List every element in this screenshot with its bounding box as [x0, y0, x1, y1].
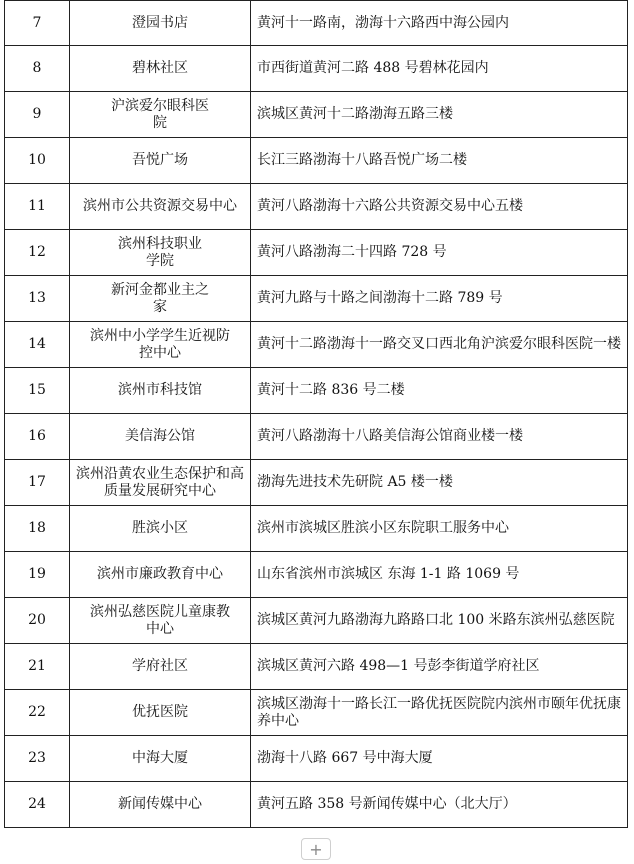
table-row — [5, 1, 628, 46]
table-row — [5, 736, 628, 782]
plus-icon: + — [309, 839, 323, 859]
row-number: 13 — [5, 276, 70, 322]
row-number: 16 — [5, 414, 70, 460]
site-name: 中海大厦 — [70, 736, 251, 782]
row-number: 23 — [5, 736, 70, 782]
row-number: 15 — [5, 368, 70, 414]
site-address: 山东省滨州市滨城区 东海 1-1 路 1069 号 — [251, 552, 628, 598]
site-address: 市西街道黄河二路 488 号碧林花园内 — [251, 46, 628, 92]
table-row — [5, 322, 628, 368]
row-number: 21 — [5, 644, 70, 690]
site-address: 黄河十一路南，渤海十六路西中海公园内 — [251, 1, 628, 46]
site-name: 滨州市廉政教育中心 — [70, 552, 251, 598]
site-name: 滨州中小学学生近视防控中心 — [70, 322, 251, 368]
row-number: 18 — [5, 506, 70, 552]
site-address: 滨城区黄河十二路渤海五路三楼 — [251, 92, 628, 138]
site-address: 黄河九路与十路之间渤海十二路 789 号 — [251, 276, 628, 322]
site-address: 黄河十二路渤海十一路交叉口西北角沪滨爱尔眼科医院一楼 — [251, 322, 628, 368]
site-name: 滨州市科技馆 — [70, 368, 251, 414]
row-number: 9 — [5, 92, 70, 138]
row-number: 11 — [5, 184, 70, 230]
site-address: 长江三路渤海十八路吾悦广场二楼 — [251, 138, 628, 184]
table-row — [5, 138, 628, 184]
site-name: 新河金都业主之家 — [70, 276, 251, 322]
site-address: 黄河八路渤海十八路美信海公馆商业楼一楼 — [251, 414, 628, 460]
service-sites-table — [4, 0, 628, 828]
row-number: 19 — [5, 552, 70, 598]
site-name: 美信海公馆 — [70, 414, 251, 460]
table-row — [5, 460, 628, 506]
table-row — [5, 368, 628, 414]
table-row — [5, 230, 628, 276]
site-name: 滨州市公共资源交易中心 — [70, 184, 251, 230]
table-row — [5, 644, 628, 690]
site-address: 黄河十二路 836 号二楼 — [251, 368, 628, 414]
table-row — [5, 276, 628, 322]
table-row — [5, 92, 628, 138]
site-address: 渤海先进技术先研院 A5 楼一楼 — [251, 460, 628, 506]
expand-button[interactable] — [301, 838, 331, 860]
site-address: 渤海十八路 667 号中海大厦 — [251, 736, 628, 782]
site-name: 优抚医院 — [70, 690, 251, 736]
table-row — [5, 414, 628, 460]
table-row — [5, 598, 628, 644]
table-row — [5, 184, 628, 230]
site-name: 学府社区 — [70, 644, 251, 690]
row-number: 7 — [5, 1, 70, 46]
row-number: 17 — [5, 460, 70, 506]
site-name: 滨州科技职业学院 — [70, 230, 251, 276]
table-row — [5, 552, 628, 598]
row-number: 8 — [5, 46, 70, 92]
row-number: 22 — [5, 690, 70, 736]
row-number: 10 — [5, 138, 70, 184]
row-number: 12 — [5, 230, 70, 276]
site-address: 黄河八路渤海二十四路 728 号 — [251, 230, 628, 276]
row-number: 20 — [5, 598, 70, 644]
site-address: 滨州市滨城区胜滨小区东院职工服务中心 — [251, 506, 628, 552]
site-address: 黄河五路 358 号新闻传媒中心（北大厅） — [251, 782, 628, 828]
site-name: 滨州弘慈医院儿童康教中心 — [70, 598, 251, 644]
site-name: 吾悦广场 — [70, 138, 251, 184]
site-name: 沪滨爱尔眼科医院 — [70, 92, 251, 138]
site-address: 滨城区渤海十一路长江一路优抚医院院内滨州市颐年优抚康养中心 — [251, 690, 628, 736]
row-number: 14 — [5, 322, 70, 368]
site-name: 滨州沿黄农业生态保护和高质量发展研究中心 — [70, 460, 251, 506]
site-address: 滨城区黄河六路 498—1 号彭李街道学府社区 — [251, 644, 628, 690]
table-row — [5, 46, 628, 92]
table-row — [5, 690, 628, 736]
site-name: 新闻传媒中心 — [70, 782, 251, 828]
site-address: 黄河八路渤海十六路公共资源交易中心五楼 — [251, 184, 628, 230]
row-number: 24 — [5, 782, 70, 828]
table-row — [5, 506, 628, 552]
site-address: 滨城区黄河九路渤海九路路口北 100 米路东滨州弘慈医院 — [251, 598, 628, 644]
site-name: 胜滨小区 — [70, 506, 251, 552]
site-name: 澄园书店 — [70, 1, 251, 46]
table-row — [5, 782, 628, 828]
site-name: 碧林社区 — [70, 46, 251, 92]
